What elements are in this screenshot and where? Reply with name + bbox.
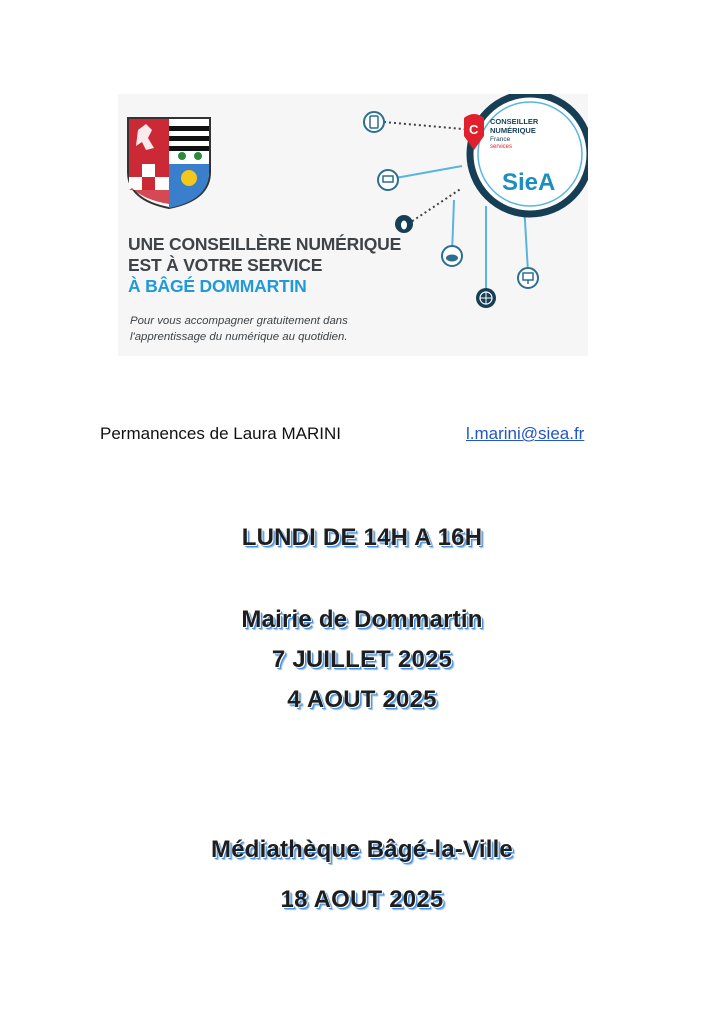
headline-line-3: À BÂGÉ DOMMARTIN xyxy=(128,276,307,296)
headline-line-1: UNE CONSEILLÈRE NUMÉRIQUE xyxy=(128,234,402,254)
svg-text:services: services xyxy=(490,144,513,150)
location-mairie: Mairie de Dommartin xyxy=(241,606,483,633)
laptop-icon xyxy=(378,170,398,190)
schedule-day-time: LUNDI DE 14H A 16H xyxy=(241,524,483,551)
coat-of-arms-icon xyxy=(124,114,214,210)
svg-text:C: C xyxy=(469,122,479,137)
contact-line xyxy=(100,424,630,448)
svg-text:France: France xyxy=(490,136,511,143)
location-mediatheque: Médiathèque Bâgé-la-Ville xyxy=(211,836,513,863)
tablet-icon xyxy=(364,112,384,132)
email-link[interactable]: l.marini@siea.fr xyxy=(466,424,585,443)
cloud-icon xyxy=(442,246,462,266)
digital-network-graphic xyxy=(348,94,588,356)
date-august-4: 4 AOUT 2025 xyxy=(287,686,437,713)
mouse-icon xyxy=(395,215,413,233)
date-july: 7 JUILLET 2025 xyxy=(271,646,453,673)
advisor-name: Permanences de Laura MARINI xyxy=(100,424,341,443)
tagline-line-1: Pour vous accompagner gratuitement dans xyxy=(130,315,348,327)
svg-text:CONSEILLER: CONSEILLER xyxy=(490,117,539,126)
advisor-banner xyxy=(118,94,588,356)
globe-icon xyxy=(476,288,496,308)
date-august-18: 18 AOUT 2025 xyxy=(280,886,444,913)
headline-line-2: EST À VOTRE SERVICE xyxy=(128,255,323,275)
svg-text:NUMÉRIQUE: NUMÉRIQUE xyxy=(490,126,536,135)
monitor-icon xyxy=(518,268,538,288)
tagline-line-2: l'apprentissage du numérique au quotidien. xyxy=(130,331,348,343)
siea-logo: SieA xyxy=(502,169,556,196)
